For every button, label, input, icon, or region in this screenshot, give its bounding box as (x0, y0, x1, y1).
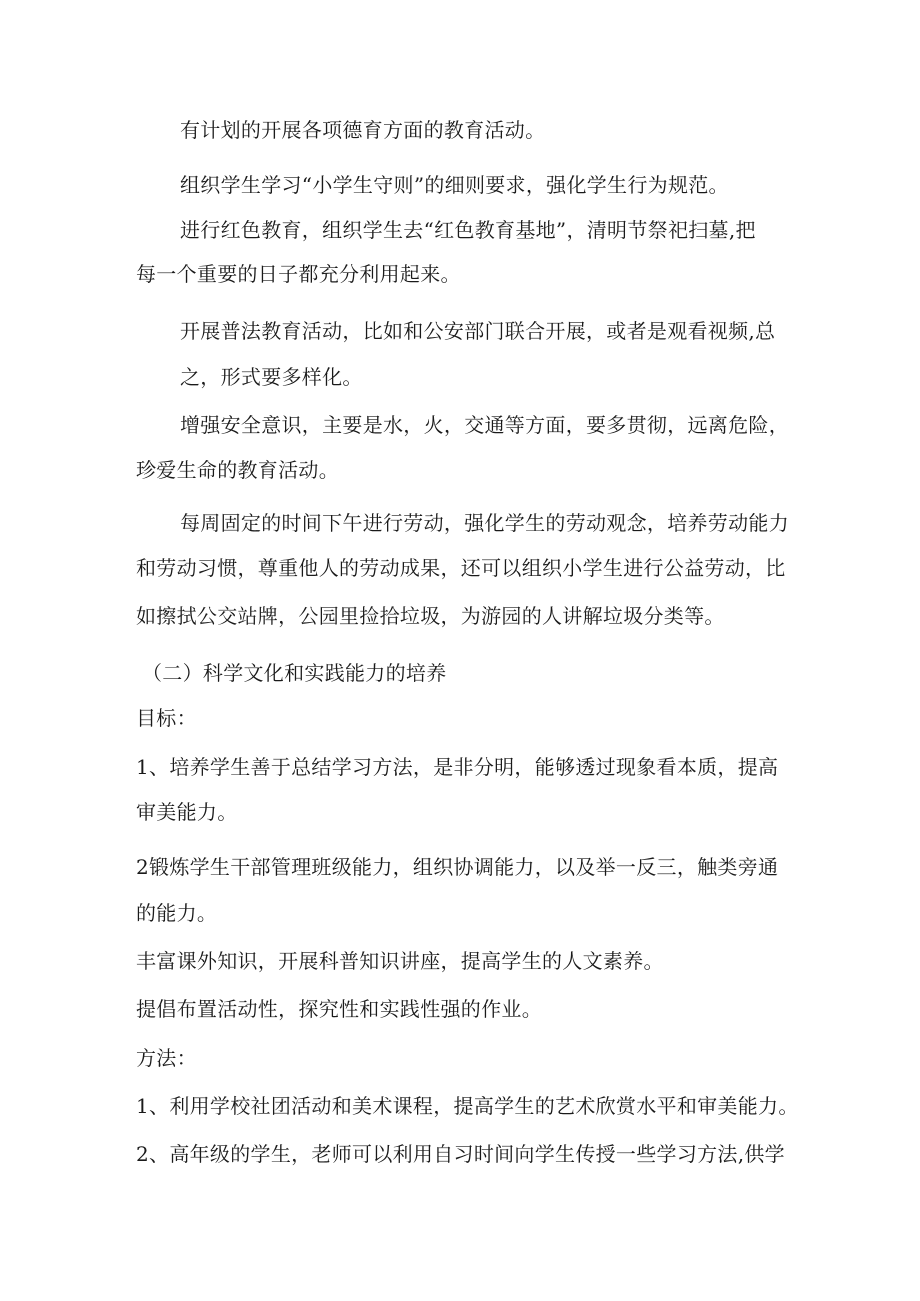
paragraph-line: 1、利用学校社团活动和美术课程，提高学生的艺术欣赏水平和审美能力。 (136, 1094, 799, 1118)
paragraph-line: 2、高年级的学生，老师可以利用自习时间向学生传授一些学习方法,供学 (136, 1142, 785, 1166)
subheading-goal: 目标： (136, 706, 197, 730)
paragraph-line: 2锻炼学生干部管理班级能力，组织协调能力，以及举一反三，触类旁通 (136, 855, 779, 879)
paragraph-line: 珍爱生命的教育活动。 (136, 458, 339, 482)
paragraph-line: 有计划的开展各项德育方面的教育活动。 (180, 118, 546, 142)
paragraph-line: 审美能力。 (136, 800, 238, 824)
paragraph-line: 丰富课外知识，开展科普知识讲座，提高学生的人文素养。 (136, 949, 664, 973)
paragraph-line: 增强安全意识，主要是水，火，交通等方面，要多贯彻，远离危险， (180, 413, 789, 437)
section-heading: （二）科学文化和实践能力的培养 (142, 661, 447, 685)
paragraph-line: 如擦拭公交站牌，公园里捡拾垃圾，为游园的人讲解垃圾分类等。 (136, 604, 725, 628)
paragraph-line: 每周固定的时间下午进行劳动，强化学生的劳动观念，培养劳动能力 (180, 511, 789, 535)
paragraph-line: 进行红色教育，组织学生去“红色教育基地”，清明节祭祀扫墓,把 (180, 218, 756, 242)
paragraph-line: 和劳动习惯，尊重他人的劳动成果，还可以组织小学生进行公益劳动，比 (136, 556, 786, 580)
subheading-method: 方法： (136, 1046, 197, 1070)
paragraph-line: 的能力。 (136, 901, 218, 925)
paragraph-line: 提倡布置活动性，探究性和实践性强的作业。 (136, 997, 542, 1021)
paragraph-line: 组织学生学习“小学生守则”的细则要求，强化学生行为规范。 (180, 173, 729, 197)
paragraph-line: 每一个重要的日子都充分利用起来。 (136, 262, 461, 286)
paragraph-line: 开展普法教育活动，比如和公安部门联合开展，或者是观看视频,总 (180, 319, 776, 343)
paragraph-line: 之，形式要多样化。 (180, 365, 363, 389)
paragraph-line: 1、培养学生善于总结学习方法，是非分明，能够透过现象看本质，提高 (136, 755, 779, 779)
